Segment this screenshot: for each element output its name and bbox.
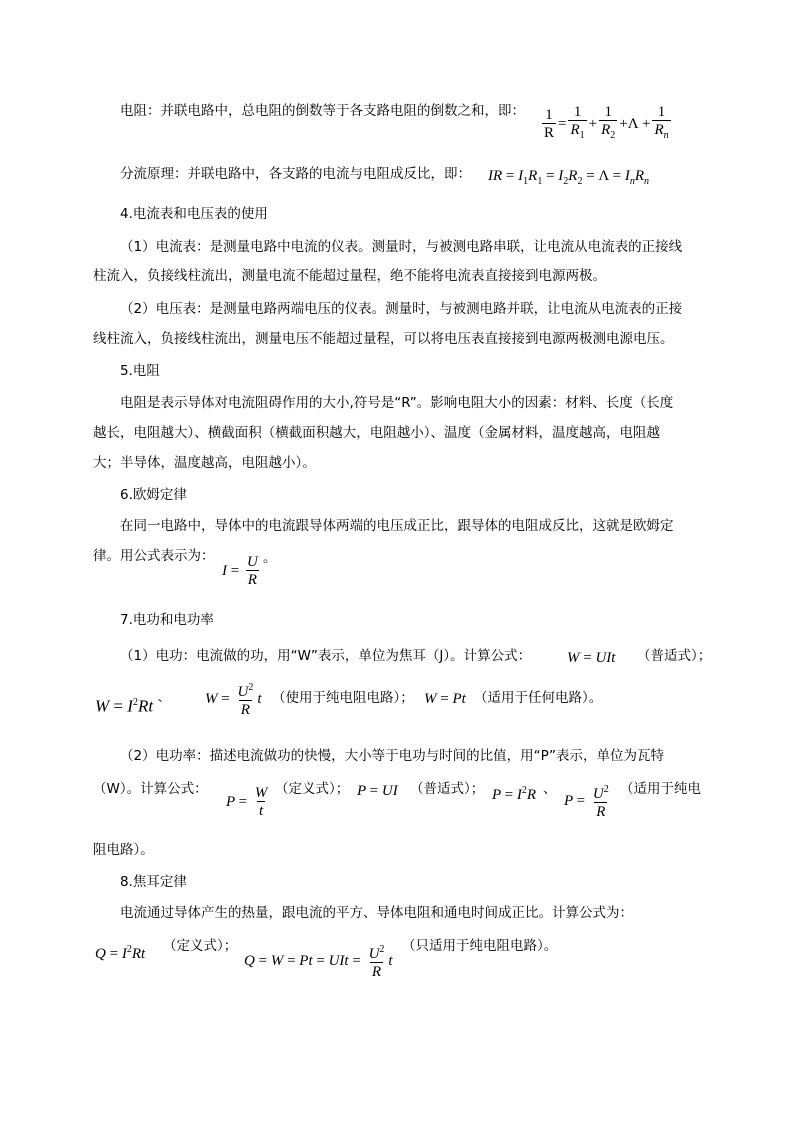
ammeter-paragraph-line-2: 柱流入，负接线柱流出，测量电流不能超过量程，绝不能将电流表直接接到电源两极。 [93, 268, 606, 284]
power-separator: 、 [543, 781, 557, 797]
joule-pure-resistance-label: （只适用于纯电阻电路）。 [402, 938, 558, 954]
electric-work-text: （1）电功：电流做的功，用“W”表示，单位为焦耳（J）。计算公式： [120, 648, 532, 664]
joule-law-paragraph: 电流通过导体产生的热量，跟电流的平方、导体电阻和通电时间成正比。计算公式为： [120, 905, 633, 921]
ohms-law-paragraph-line-1: 在同一电路中，导体中的电流跟导体两端的电压成正比，跟导体的电阻成反比，这就是欧姆定 [120, 518, 674, 534]
joule-definition-formula: $Q = I^2Rt$ [95, 944, 146, 962]
current-division-formula: IR = $I_1R_1 = I_2R_2 = \Lambda = I_nR_n$ [488, 168, 650, 187]
section-6-heading: 6.欧姆定律 [120, 487, 187, 503]
ammeter-paragraph-line-1: （1）电流表：是测量电路中电流的仪表。测量时，与被测电路串联，让电流从电流表的正接线 [120, 239, 683, 255]
section-7-heading: 7.电功和电功率 [120, 612, 214, 628]
power-voltage-formula: P = $\frac{U^2}{R}$ [564, 784, 609, 820]
power-paragraph-line-2: （W）。计算公式： [93, 781, 208, 797]
work-general-label: （普适式）； [637, 648, 712, 664]
work-heat-formula: $W = I^2Rt$ ` [95, 696, 163, 716]
voltmeter-paragraph-line-2: 线柱流入，负接线柱流出，测量电压不能超过量程，可以将电压表直接接到电源两极测电源电压。 [93, 331, 674, 347]
joule-definition-label: （定义式）； [163, 938, 238, 954]
ohms-law-period: 。 [263, 550, 277, 566]
ohms-law-formula: I = $\frac{U}{R}$ [222, 554, 258, 588]
work-general-formula: W = UIt [567, 650, 616, 666]
power-paragraph-line-1: （2）电功率：描述电流做功的快慢，大小等于电功与时间的比值，用“P”表示，单位为瓦特 [120, 748, 664, 764]
work-power-formula: W = Pt [424, 691, 466, 707]
parallel-resistance-formula: $\frac{1}{R}$ = $\frac{1}{R_1}$ + $\frac{1}{R_2}$ +Λ + $\frac{1}{R_n}$ [540, 104, 673, 145]
resistance-paragraph-line-2: 越长，电阻越大）、横截面积（横截面积越大，电阻越小）、温度（金属材料，温度越高，电阻越 [93, 425, 660, 441]
section-4-heading: 4.电流表和电压表的使用 [120, 206, 268, 222]
current-division-text: 分流原理：并联电路中，各支路的电流与电阻成反比，即： [120, 166, 471, 182]
section-5-heading: 5.电阻 [120, 363, 160, 379]
section-8-heading: 8.焦耳定律 [120, 874, 187, 890]
resistance-paragraph-line-1: 电阻是表示导体对电流阻碍作用的大小,符号是“R”。影响电阻大小的因素：材料、长度（长度 [120, 395, 674, 411]
joule-pure-resistance-formula: Q = W = Pt = UIt = $\frac{U^2}{R}$ t [244, 944, 393, 980]
resistance-paragraph-line-3: 大；半导体，温度越高，电阻越小）。 [93, 455, 316, 471]
work-any-circuit-label: （适用于任何电路）。 [474, 690, 603, 706]
power-general-formula: P = UI [357, 783, 398, 799]
work-pure-resistance-label: （使用于纯电阻电路）； [272, 690, 414, 706]
work-voltage-formula: W = $\frac{U^2}{R}$ t [205, 682, 262, 718]
parallel-resistance-text: 电阻：并联电路中，总电阻的倒数等于各支路电阻的倒数之和，即： [120, 103, 525, 119]
power-definition-label: （定义式）； [275, 781, 350, 797]
power-heat-formula: $P = I^2R$ [492, 785, 537, 803]
power-pure-resistance-label: （适用于纯电 [620, 781, 701, 797]
power-general-label: （普适式）； [410, 781, 485, 797]
ohms-law-paragraph-line-2: 律。用公式表示为： [93, 548, 215, 564]
power-paragraph-line-3: 阻电路）。 [93, 842, 154, 858]
voltmeter-paragraph-line-1: （2）电压表：是测量电路两端电压的仪表。测量时，与被测电路并联，让电流从电流表的正接 [120, 301, 683, 317]
power-definition-formula: P = $\frac{W}{t}$ [226, 785, 268, 819]
